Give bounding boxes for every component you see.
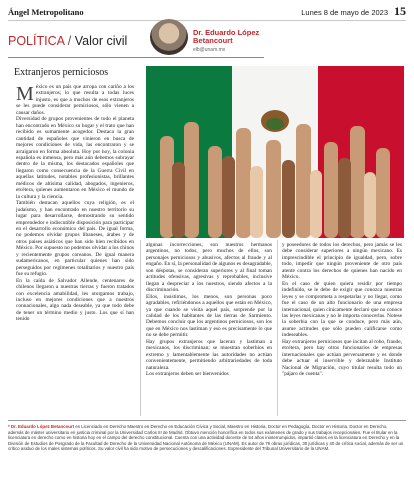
issue-date: Lunes 8 de mayo de 2023 [301, 8, 388, 17]
drop-cap: M [16, 83, 34, 105]
author-footnote [8, 424, 404, 452]
paragraph: México es un país que arropa con cariño a los extranjeros; lo que resulta a todas luces injusto, es que a muchos de esos extranjeros se les puede considerar perniciosos, sólo vienen a causar daños. [16, 83, 134, 116]
article-column-1 [16, 84, 134, 323]
header-rule [8, 57, 264, 58]
article-photo-flag-and-hands [146, 66, 404, 238]
section-name: POLÍTICA [8, 34, 65, 48]
paragraph: Hay extranjeros perniciosos que incitan al robo, fraude, etcétera, pero hay otros funcionarios de empresas internacionales que actúan perversamente y es donde debe actuar el inservible y deleznable Instituto Nacional de Migración, cuyo titular resulta todo un "pájaro de cuenta". [282, 338, 402, 378]
publication-name: Ángel Metropolitano [8, 7, 84, 17]
page-header [8, 4, 406, 21]
header-right [301, 4, 406, 19]
author-photo [150, 19, 188, 55]
subsection-name: Valor civil [74, 34, 128, 48]
paragraph: Hay grupos extranjeros que laceran y lastiman a mexicanos, los discriminan; se muestran soberbios en extremo y lamentablemente las autoridades no actúan convenientemente, permitiendo arbitrariedades de toda naturaleza. [146, 338, 272, 371]
paragraph: En la caída de Salvador Allende, centenares de chilenos llegaron a nuestras tierras y fueron tratados con excelencia amabilidad, les otorgamos trabajo, incluso en mejores condiciones que a nuestros connacionales, algo nada deseable, ya que todo debe de tener un término medio y justo. Los que sí han tenido [16, 277, 134, 323]
section-title [8, 34, 127, 48]
column-divider [140, 240, 141, 416]
column-divider [277, 240, 278, 416]
paragraph: algunas incorrecciones, son nuestros hermanos argentinos, no todos, pero muchos de ellos, son personajes perniciosos y abusivos, afectos al fraude y al engaño. En sí, la personalidad de algunos es desagradable, son déspotas, se consideran superiores y al final toman actitudes ofensivas, agresivas y reprobables, inclusive llegan a despreciar a los nuestros, siendo afectos a la discriminación. [146, 242, 272, 294]
paragraph: Ellos, insistimos, los menos, son personas poco agradables, refiriéndonos a aquellos que están en México, ya que cuando se visita aquel país, sorprende por la calidad de los habitantes de las tierras de Sarmiento. Debemos concluir que los argentinos perniciosos, son los que en México nos lastiman y eso es precisamente lo que no se debe permitir. [146, 293, 272, 339]
page-number: 15 [394, 4, 406, 18]
article-title: Extranjeros perniciosos [14, 67, 109, 78]
paragraph: También destacan aquellos cuya religión, es el judaísmo, y han encontrado en nuestro territorio su lugar para desarrollarse, demostrando su sentido emprendedor e indiscutible disposición para participar en el desarrollo económico del país. De igual forma, no podemos olvidar grupos libaneses, árabes y de otros países asiáticos que han sido bien recibidos en México. Por supuesto no podemos olvidar a los chinos y recientemente grupos coreanos. De igual manera sudamericanos, en particular quienes han sido perseguidos por regímenes totalitarios y nuestro país fue su refugio. [16, 200, 134, 278]
footnote-lead: * Dr. Eduardo López Betancourt [8, 424, 75, 429]
article-column-2 [146, 242, 272, 378]
paragraph: Los extranjeros deben ser bienvenidos [146, 371, 229, 378]
paragraph: En el caso de quien quiera residir por tiempo indefinido, se le debe de exigir que conozca nuestras leyes y se comprometa a respetarlas y no llegar, como fue el caso de un alto funcionario de una empresa internacional, quien cínicamente declaró que no conoce las leyes mexicanas y no le importa conocerlas. Notese la soberbia con la que se conduce, pero más aún, asume actitudes que sólo pueden calificarse como indeseables. [282, 280, 402, 339]
author-name: Dr. Eduardo López Betancourt [193, 28, 260, 45]
article-column-3 [282, 242, 402, 378]
footnote-text: es Licenciado en Derecho Maestro en Derecho en Educación Cívica y Social, Maestro en Historia, Doctor en Pedagogía, Doctor en Historia, Doctor en Derecho, además de máster universitario en justicia criminal por la Universidad Carlos III de Madrid. Obtuvo mención honorífica en todos sus exámenes de grado y sus trabajos recepcionales. Fue el titular en la licenciatura en derecho como en historia hoy en el campo del derecho constitucional. Cuenta con una actividad docente de 54 años ininterrumpidos, impartió clases en la licenciatura en Derecho y en la División de Estudios de Posgrado de la Facultad de Derecho de la Universidad Nacional Autónoma de México (UNAM). Es autor de 79 obras jurídicas, 30 jurídicas y 40 de crítica social, además de ser un crítico asiduo de los males sistemas políticos. Su valor civil ha sido motivo de persecuciones y descalificaciones. Expresidente del Tribunal Universitario de la UNAM. [8, 424, 404, 451]
section-separator: / [67, 34, 72, 48]
paragraph: y poseedores de todos los derechos, pero jamás se les debe considerar superiores a ningún mexicano. Es imprescindible el principio de igualdad, pero, sobre todo, impedir que ningún proveniente de otro país atente contra los derechos de quienes han nacido en México. [282, 242, 402, 281]
paragraph: Diversidad de grupos provenientes de todo el planeta han encontrado en México su hogar y el trato que han recibido es sumamente acogedor. Destaca la gran cantidad de españoles que vinieron en busca de mejores condiciones de vida, las encontraron y se arraigaron en forma absoluta. Hoy por hoy, la colonia española es inmensa, pero más aún debemos subrayar dentro de la misma, los destacados españoles que llegaron como consecuencia de la Guerra Civil en aquellas latitudes, notables profesionistas, brillantes médicos de altísima calidad, abogados, ingenieros, etcétera, quienes aumentaron en México el mundo de la cultura y la ciencia. [16, 116, 134, 200]
footnote-rule [8, 420, 406, 421]
author-email: elb@unam.mx [193, 47, 226, 53]
